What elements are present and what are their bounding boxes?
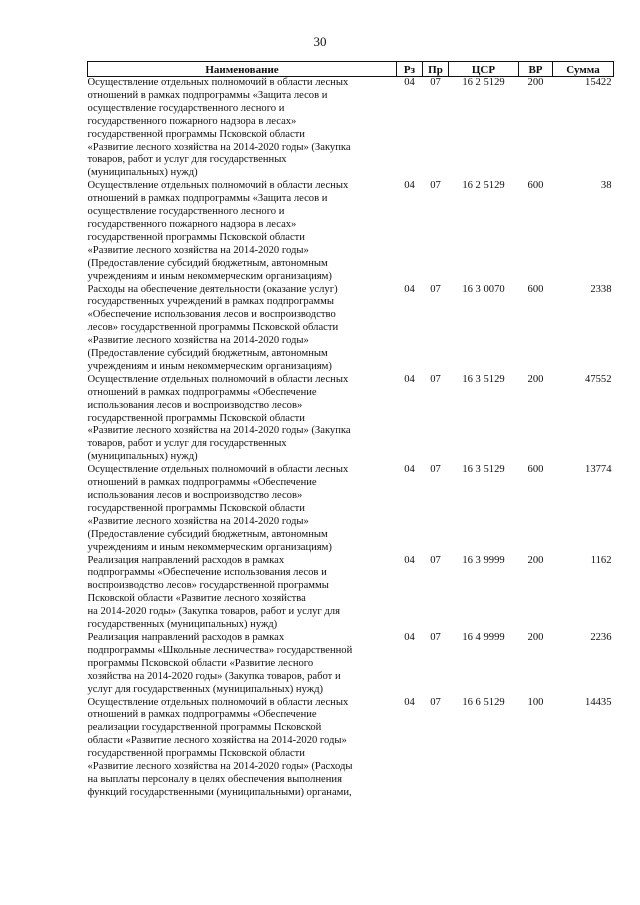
row-sum: 14435 (585, 696, 612, 708)
row-name-line: использования лесов и воспроизводство лесов» (87, 490, 303, 501)
table-body (88, 77, 614, 800)
row-csr: 16 6 5129 (462, 696, 505, 708)
row-vr: 200 (527, 631, 544, 643)
row-name-line: услуг для государственных (муниципальных) нужд) (87, 683, 323, 695)
row-name-line: Псковской области «Развитие лесного хозяйства (87, 593, 306, 605)
row-name-line: отношений в рамках подпрограммы «Защита лесов и (87, 193, 328, 205)
row-pr: 07 (430, 77, 441, 88)
row-name-line: (Предоставление субсидий бюджетным, автономным (87, 528, 328, 540)
row-name-line: «Обеспечение использования лесов и воспроизводство (87, 309, 336, 321)
row-name (88, 555, 397, 632)
page-number: 30 (313, 34, 327, 49)
row-name-line: Осуществление отдельных полномочий в области лесных (87, 373, 349, 385)
row-vr: 200 (527, 373, 544, 385)
row-name-line: «Развитие лесного хозяйства на 2014-2020 годы» (Закупка (87, 141, 351, 153)
row-name-line: государственной программы Псковской области (87, 748, 305, 760)
row-csr: 16 4 9999 (462, 631, 505, 643)
row-name-line: учреждениям и иным некоммерческим организациям) (87, 541, 332, 553)
row-name-line: отношений в рамках подпрограммы «Обеспечение (87, 477, 317, 489)
row-name-line: (муниципальных) нужд) (87, 167, 198, 179)
row-sum: 15422 (585, 77, 612, 88)
row-vr: 600 (527, 180, 544, 192)
table-row (88, 697, 614, 800)
row-name-line: программы Псковской области «Развитие лесного (87, 657, 314, 669)
row-pr: 07 (430, 696, 441, 708)
header-vr: ВР (519, 62, 553, 77)
budget-table (87, 61, 614, 800)
row-name-line: (Предоставление субсидий бюджетным, автономным (87, 257, 328, 269)
row-csr: 16 2 5129 (462, 77, 505, 88)
row-pr: 07 (430, 373, 441, 385)
row-name-line: государственных учреждений в рамках подпрограммы (87, 296, 334, 308)
table-header-row (88, 62, 614, 77)
row-name-line: Осуществление отдельных полномочий в области лесных (87, 696, 349, 708)
row-rz: 04 (404, 283, 415, 295)
table-row (88, 632, 614, 697)
row-name (88, 697, 397, 800)
row-name-line: Осуществление отдельных полномочий в области лесных (87, 77, 349, 88)
row-pr: 07 (430, 631, 441, 643)
row-name-line: реализации государственной программы Псковской (87, 722, 322, 734)
row-name-line: отношений в рамках подпрограммы «Защита лесов и (87, 89, 328, 101)
header-csr: ЦСР (449, 62, 519, 77)
row-rz: 04 (404, 631, 415, 643)
row-name-line: товаров, работ и услуг для государственных (87, 438, 287, 450)
row-name-line: (Предоставление субсидий бюджетным, автономным (87, 348, 328, 360)
table-row (88, 555, 614, 632)
row-rz: 04 (404, 464, 415, 476)
row-name-line: использования лесов и воспроизводство лесов» (87, 399, 303, 411)
row-pr: 07 (430, 464, 441, 476)
row-name-line: «Развитие лесного хозяйства на 2014-2020 годы» (Расходы (87, 761, 353, 773)
row-name-line: на выплаты персоналу в целях обеспечения выполнения (87, 773, 342, 785)
row-csr: 16 3 9999 (462, 554, 505, 566)
row-name-line: (муниципальных) нужд) (87, 451, 198, 463)
row-name-line: Реализация направлений расходов в рамках (87, 631, 285, 643)
row-name (88, 632, 397, 697)
header-sum: Сумма (553, 62, 614, 77)
row-vr: 600 (527, 464, 544, 476)
header-rz: Рз (397, 62, 423, 77)
row-name-line: государственной программы Псковской области (87, 412, 305, 424)
table-row (88, 284, 614, 374)
row-name (88, 77, 397, 181)
row-rz: 04 (404, 554, 415, 566)
header-pr: Пр (423, 62, 449, 77)
row-name-line: государственной программы Псковской области (87, 231, 305, 243)
row-name (88, 374, 397, 464)
table-row (88, 77, 614, 181)
row-rz: 04 (404, 373, 415, 385)
row-name-line: Осуществление отдельных полномочий в области лесных (87, 464, 349, 476)
row-name-line: государственного пожарного надзора в лесах» (87, 115, 297, 127)
row-sum: 47552 (585, 373, 612, 385)
row-sum: 13774 (585, 464, 612, 476)
row-name-line: на 2014-2020 годы» (Закупка товаров, работ и услуг для (87, 606, 340, 618)
row-pr: 07 (430, 283, 441, 295)
row-vr: 200 (527, 554, 544, 566)
row-csr: 16 3 5129 (462, 464, 505, 476)
row-name-line: лесов» государственной программы Псковской области (87, 322, 339, 334)
row-name-line: «Развитие лесного хозяйства на 2014-2020 годы» (87, 515, 309, 527)
row-name-line: Реализация направлений расходов в рамках (87, 554, 285, 566)
row-name-line: Расходы на обеспечение деятельности (оказание услуг) (87, 283, 338, 295)
row-name-line: подпрограммы «Школьные лесничества» государственной (87, 644, 353, 656)
row-name-line: отношений в рамках подпрограммы «Обеспечение (87, 386, 317, 398)
row-name (88, 284, 397, 374)
row-name-line: подпрограммы «Обеспечение использования лесов и (87, 567, 327, 579)
row-name-line: воспроизводство лесов» государственной программы (87, 580, 329, 592)
row-name-line: Осуществление отдельных полномочий в области лесных (87, 180, 349, 192)
row-name-line: государственной программы Псковской области (87, 128, 305, 140)
row-name-line: функций государственными (муниципальными) органами, (87, 786, 352, 798)
row-name-line: хозяйства на 2014-2020 годы» (Закупка товаров, работ и (87, 670, 341, 682)
row-name (88, 464, 397, 554)
table-row (88, 180, 614, 283)
row-csr: 16 3 0070 (462, 283, 505, 295)
row-name-line: учреждениям и иным некоммерческим организациям) (87, 270, 332, 282)
table-row (88, 374, 614, 464)
table-row (88, 464, 614, 554)
row-name (88, 180, 397, 283)
row-vr: 600 (527, 283, 544, 295)
row-sum: 2338 (590, 283, 612, 295)
row-pr: 07 (430, 554, 441, 566)
row-name-line: государственного пожарного надзора в лесах» (87, 218, 297, 230)
row-rz: 04 (404, 696, 415, 708)
row-name-line: государственной программы Псковской области (87, 502, 305, 514)
row-name-line: товаров, работ и услуг для государственных (87, 154, 287, 166)
row-name-line: учреждениям и иным некоммерческим организациям) (87, 360, 332, 372)
row-sum: 38 (600, 180, 612, 192)
row-name-line: области «Развитие лесного хозяйства на 2014-2020 годы» (87, 735, 347, 747)
row-vr: 200 (527, 77, 544, 88)
row-vr: 100 (527, 696, 544, 708)
row-name-line: отношений в рамках подпрограммы «Обеспечение (87, 709, 317, 721)
row-name-line: «Развитие лесного хозяйства на 2014-2020 годы» (87, 244, 309, 256)
row-name-line: государственных (муниципальных) нужд) (87, 619, 278, 631)
row-csr: 16 2 5129 (462, 180, 505, 192)
header-name: Наименование (88, 62, 397, 77)
row-sum: 2236 (590, 631, 612, 643)
row-name-line: осуществление государственного лесного и (87, 102, 285, 114)
row-name-line: осуществление государственного лесного и (87, 206, 285, 218)
row-pr: 07 (430, 180, 441, 192)
row-rz: 04 (404, 77, 415, 88)
row-sum: 1162 (590, 554, 612, 566)
row-name-line: «Развитие лесного хозяйства на 2014-2020 годы» (87, 335, 309, 347)
row-csr: 16 3 5129 (462, 373, 505, 385)
row-rz: 04 (404, 180, 415, 192)
row-name-line: «Развитие лесного хозяйства на 2014-2020 годы» (Закупка (87, 425, 351, 437)
